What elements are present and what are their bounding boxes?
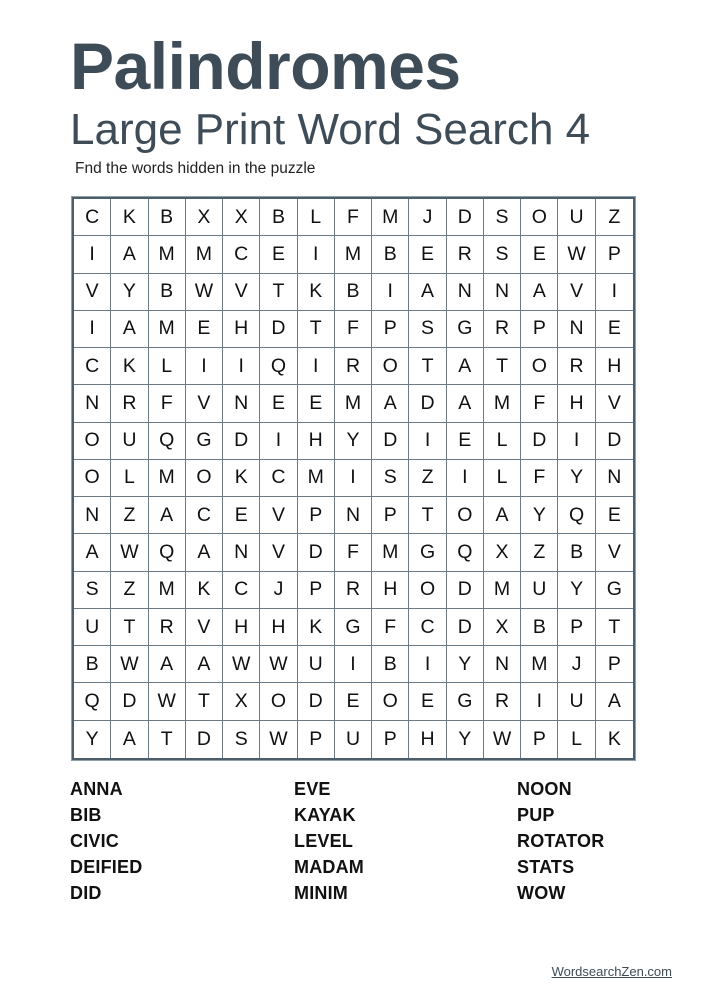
grid-cell[interactable]: M xyxy=(149,460,186,497)
grid-cell[interactable]: T xyxy=(149,721,186,758)
grid-cell[interactable]: W xyxy=(223,646,260,683)
grid-cell[interactable]: I xyxy=(223,348,260,385)
grid-cell[interactable]: P xyxy=(558,609,595,646)
grid-cell[interactable]: I xyxy=(260,423,297,460)
grid-cell[interactable]: A xyxy=(186,534,223,571)
word-list-item: STATS xyxy=(517,857,575,877)
grid-cell[interactable]: D xyxy=(298,534,335,571)
word-list-column-1 xyxy=(70,776,142,906)
grid-cell[interactable]: W xyxy=(484,721,521,758)
grid-cell[interactable]: N xyxy=(484,646,521,683)
grid-cell[interactable]: K xyxy=(111,199,148,236)
grid-cell[interactable]: M xyxy=(149,236,186,273)
grid-cell[interactable]: X xyxy=(223,199,260,236)
grid-cell[interactable]: K xyxy=(607,727,621,750)
grid-cell[interactable]: D xyxy=(521,423,558,460)
grid-cell[interactable]: A xyxy=(372,385,409,422)
grid-cell[interactable]: E xyxy=(223,497,260,534)
grid-cell[interactable]: S xyxy=(484,199,521,236)
grid-cell[interactable]: Q xyxy=(447,534,484,571)
grid-cell[interactable]: I xyxy=(558,423,595,460)
grid-cell[interactable]: B xyxy=(260,199,297,236)
grid-cell[interactable]: T xyxy=(596,609,633,646)
grid-cell[interactable]: B xyxy=(149,274,186,311)
grid-cell[interactable]: Y xyxy=(74,721,111,758)
grid-cell[interactable]: Z xyxy=(111,497,148,534)
site-link[interactable]: WordsearchZen.com xyxy=(551,964,672,979)
grid-cell[interactable]: G xyxy=(409,534,446,571)
grid-cell[interactable]: V xyxy=(186,609,223,646)
grid-cell[interactable]: H xyxy=(372,572,409,609)
grid-cell[interactable]: X xyxy=(223,683,260,720)
grid-cell[interactable]: Z xyxy=(596,199,633,236)
grid-cell[interactable]: V xyxy=(260,534,297,571)
grid-cell[interactable]: B xyxy=(521,609,558,646)
grid-cell[interactable]: I xyxy=(447,460,484,497)
grid-cell[interactable]: G xyxy=(447,311,484,348)
grid-cell[interactable]: D xyxy=(186,721,223,758)
grid-cell[interactable]: A xyxy=(447,385,484,422)
grid-cell[interactable]: N xyxy=(484,274,521,311)
grid-cell[interactable]: O xyxy=(409,572,446,609)
grid-cell[interactable]: U xyxy=(74,609,111,646)
grid-cell[interactable]: Y xyxy=(558,460,595,497)
grid-cell[interactable]: X xyxy=(484,534,521,571)
grid-cell[interactable]: C xyxy=(260,460,297,497)
grid-cell[interactable]: U xyxy=(335,721,372,758)
grid-cell[interactable]: Y xyxy=(447,646,484,683)
grid-cell[interactable]: R xyxy=(484,311,521,348)
grid-cell[interactable]: P xyxy=(521,311,558,348)
grid-cell[interactable]: J xyxy=(409,199,446,236)
grid-cell[interactable]: O xyxy=(74,460,111,497)
grid-cell[interactable]: P xyxy=(596,646,633,683)
grid-cell[interactable]: V xyxy=(596,385,633,422)
word-list-item: NOON xyxy=(517,779,572,799)
word-list-column-2 xyxy=(294,776,364,906)
grid-cell[interactable]: I xyxy=(521,683,558,720)
grid-cell[interactable]: H xyxy=(409,721,446,758)
grid-cell[interactable]: L xyxy=(298,199,335,236)
grid-cell[interactable]: T xyxy=(409,348,446,385)
word-list-item: CIVIC xyxy=(70,831,120,851)
grid-cell[interactable]: D xyxy=(372,423,409,460)
grid-cell[interactable]: D xyxy=(447,572,484,609)
grid-cell[interactable]: U xyxy=(558,683,595,720)
grid-cell[interactable]: H xyxy=(260,609,297,646)
grid-cell[interactable]: I xyxy=(298,348,335,385)
grid-cell[interactable]: I xyxy=(372,274,409,311)
grid-cell[interactable]: L xyxy=(111,460,148,497)
grid-cell[interactable]: A xyxy=(409,274,446,311)
grid-cell[interactable]: L xyxy=(484,460,521,497)
grid-cell[interactable]: G xyxy=(447,683,484,720)
word-list-item: LEVEL xyxy=(294,831,354,851)
grid-cell[interactable]: Q xyxy=(260,348,297,385)
grid-cell[interactable]: H xyxy=(558,385,595,422)
grid-cell[interactable]: F xyxy=(335,534,372,571)
grid-cell[interactable]: P xyxy=(521,721,558,758)
grid-cell[interactable]: B xyxy=(74,646,111,683)
grid-cell[interactable]: O xyxy=(521,348,558,385)
grid-cell[interactable]: S xyxy=(372,460,409,497)
grid-cell[interactable]: R xyxy=(484,683,521,720)
grid-cell[interactable]: M xyxy=(372,534,409,571)
grid-cell[interactable]: M xyxy=(335,236,372,273)
grid-cell[interactable]: T xyxy=(111,609,148,646)
grid-cell[interactable]: N xyxy=(223,534,260,571)
grid-cell[interactable]: Z xyxy=(409,460,446,497)
grid-cell[interactable]: C xyxy=(223,572,260,609)
grid-cell[interactable]: D xyxy=(298,683,335,720)
grid-cell[interactable]: G xyxy=(596,572,633,609)
instructions-text: Fnd the words hidden in the puzzle xyxy=(75,160,316,177)
grid-cell[interactable]: J xyxy=(260,572,297,609)
grid-cell[interactable]: Z xyxy=(111,572,148,609)
grid-cell[interactable]: B xyxy=(149,199,186,236)
grid-cell[interactable]: C xyxy=(223,236,260,273)
grid-cell[interactable]: F xyxy=(149,385,186,422)
word-list-item: WOW xyxy=(517,883,566,903)
grid-cell[interactable]: C xyxy=(409,609,446,646)
grid-cell[interactable]: N xyxy=(447,274,484,311)
grid-cell[interactable]: K xyxy=(298,274,335,311)
grid-cell[interactable]: A xyxy=(111,311,148,348)
grid-cell[interactable]: R xyxy=(558,348,595,385)
grid-cell[interactable]: J xyxy=(558,646,595,683)
grid-cell[interactable]: N xyxy=(558,311,595,348)
grid-cell[interactable]: C xyxy=(74,199,111,236)
grid-cell[interactable]: V xyxy=(596,534,633,571)
grid-cell[interactable]: E xyxy=(409,236,446,273)
grid-cell[interactable]: L xyxy=(558,721,595,758)
grid-cell[interactable]: M xyxy=(149,572,186,609)
grid-cell[interactable]: I xyxy=(74,311,111,348)
word-list-item: MADAM xyxy=(294,857,364,877)
grid-cell[interactable]: W xyxy=(260,721,297,758)
grid-cell[interactable]: R xyxy=(335,348,372,385)
grid-cell[interactable]: P xyxy=(372,497,409,534)
grid-cell[interactable]: K xyxy=(298,609,335,646)
grid-cell[interactable]: R xyxy=(335,572,372,609)
grid-cell[interactable]: R xyxy=(447,236,484,273)
grid-cell[interactable]: A xyxy=(447,348,484,385)
grid-cell[interactable]: S xyxy=(409,311,446,348)
grid-cell[interactable]: D xyxy=(447,199,484,236)
grid-cell[interactable]: P xyxy=(596,236,633,273)
grid-cell[interactable]: T xyxy=(484,348,521,385)
word-list-item: PUP xyxy=(517,805,555,825)
grid-cell[interactable]: Q xyxy=(558,497,595,534)
word-list-item: BIB xyxy=(70,805,102,825)
grid-cell[interactable]: N xyxy=(74,497,111,534)
grid-cell[interactable]: H xyxy=(223,311,260,348)
grid-cell[interactable]: I xyxy=(298,236,335,273)
grid-cell[interactable]: M xyxy=(484,385,521,422)
grid-cell[interactable]: A xyxy=(186,646,223,683)
grid-cell[interactable]: Q xyxy=(149,423,186,460)
grid-cell[interactable]: F xyxy=(335,311,372,348)
grid-cell[interactable]: W xyxy=(558,236,595,273)
grid-cell[interactable]: A xyxy=(149,497,186,534)
grid-cell[interactable]: E xyxy=(596,497,633,534)
grid-cell[interactable]: Y xyxy=(521,497,558,534)
grid-cell[interactable]: B xyxy=(335,274,372,311)
grid-cell[interactable]: E xyxy=(596,311,633,348)
grid-cell[interactable]: G xyxy=(186,423,223,460)
grid-cell[interactable]: P xyxy=(372,311,409,348)
grid-cell[interactable]: Y xyxy=(335,423,372,460)
grid-cell[interactable]: U xyxy=(521,572,558,609)
word-list-item: DID xyxy=(70,883,102,903)
grid-cell[interactable]: M xyxy=(521,646,558,683)
grid-cell[interactable]: I xyxy=(335,460,372,497)
word-list-item: EVE xyxy=(294,779,331,799)
grid-cell[interactable]: E xyxy=(447,423,484,460)
grid-cell[interactable]: V xyxy=(260,497,297,534)
grid-cell[interactable]: A xyxy=(596,683,633,720)
grid-cell[interactable]: H xyxy=(223,609,260,646)
page-title: Palindromes xyxy=(70,29,461,103)
grid-cell[interactable]: I xyxy=(596,274,633,311)
grid-cell[interactable]: U xyxy=(111,423,148,460)
grid-cell[interactable]: T xyxy=(298,311,335,348)
grid-cell[interactable]: T xyxy=(260,274,297,311)
word-list-item: KAYAK xyxy=(294,805,356,825)
grid-cell[interactable]: M xyxy=(149,311,186,348)
grid-cell[interactable]: D xyxy=(596,423,633,460)
grid-cell[interactable]: X xyxy=(186,199,223,236)
grid-cell[interactable]: Z xyxy=(521,534,558,571)
grid-cell[interactable]: F xyxy=(335,199,372,236)
grid-cell[interactable]: Y xyxy=(447,721,484,758)
grid-cell[interactable]: N xyxy=(74,385,111,422)
grid-cell[interactable]: T xyxy=(186,683,223,720)
grid-cell[interactable]: W xyxy=(111,646,148,683)
grid-cell[interactable]: O xyxy=(186,460,223,497)
grid-cell[interactable]: N xyxy=(223,385,260,422)
grid-cell[interactable]: E xyxy=(260,236,297,273)
grid-cell[interactable]: W xyxy=(186,274,223,311)
grid-cell[interactable]: S xyxy=(484,236,521,273)
grid-cell[interactable]: D xyxy=(260,311,297,348)
grid-cell[interactable]: A xyxy=(521,274,558,311)
grid-cell[interactable]: I xyxy=(186,348,223,385)
grid-cell[interactable]: E xyxy=(186,311,223,348)
grid-cell[interactable]: D xyxy=(111,683,148,720)
grid-cell[interactable]: P xyxy=(298,497,335,534)
grid-cell[interactable]: D xyxy=(409,385,446,422)
grid-cell[interactable]: S xyxy=(223,721,260,758)
grid-cell[interactable]: B xyxy=(372,646,409,683)
grid-cell[interactable]: Q xyxy=(149,534,186,571)
grid-cell[interactable]: O xyxy=(447,497,484,534)
grid-cell[interactable]: Y xyxy=(111,274,148,311)
grid-cell[interactable]: Q xyxy=(74,683,111,720)
puzzle-grid xyxy=(74,199,633,758)
grid-cell[interactable]: Y xyxy=(558,572,595,609)
grid-cell[interactable]: R xyxy=(149,609,186,646)
grid-cell[interactable]: N xyxy=(335,497,372,534)
grid-cell[interactable]: H xyxy=(596,348,633,385)
grid-cell[interactable]: B xyxy=(372,236,409,273)
grid-cell[interactable]: K xyxy=(186,572,223,609)
grid-cell[interactable]: I xyxy=(409,646,446,683)
grid-cell[interactable]: L xyxy=(149,348,186,385)
grid-cell[interactable]: P xyxy=(298,572,335,609)
grid-cell[interactable]: W xyxy=(111,534,148,571)
word-list xyxy=(70,776,670,906)
grid-cell[interactable]: W xyxy=(260,646,297,683)
word-list-item: DEIFIED xyxy=(70,857,143,877)
grid-cell[interactable]: I xyxy=(74,236,111,273)
grid-cell[interactable]: K xyxy=(111,348,148,385)
grid-cell[interactable]: M xyxy=(372,199,409,236)
grid-cell[interactable]: D xyxy=(223,423,260,460)
grid-cell[interactable]: V xyxy=(186,385,223,422)
grid-cell[interactable]: I xyxy=(409,423,446,460)
grid-cell[interactable]: E xyxy=(335,683,372,720)
grid-cell[interactable]: D xyxy=(447,609,484,646)
grid-cell[interactable]: R xyxy=(111,385,148,422)
grid-cell[interactable]: S xyxy=(74,572,111,609)
grid-cell[interactable]: O xyxy=(74,423,111,460)
grid-cell[interactable]: P xyxy=(372,721,409,758)
grid-cell[interactable]: F xyxy=(521,460,558,497)
grid-cell[interactable]: O xyxy=(260,683,297,720)
grid-cell[interactable]: U xyxy=(298,646,335,683)
grid-cell[interactable]: M xyxy=(335,385,372,422)
grid-cell[interactable]: E xyxy=(298,385,335,422)
grid-cell[interactable]: V xyxy=(223,274,260,311)
grid-cell[interactable]: L xyxy=(484,423,521,460)
grid-cell[interactable]: F xyxy=(521,385,558,422)
grid-cell[interactable]: V xyxy=(74,274,111,311)
grid-cell[interactable]: I xyxy=(335,646,372,683)
word-list-item: ANNA xyxy=(70,779,123,799)
grid-cell[interactable]: A xyxy=(111,721,148,758)
grid-cell[interactable]: N xyxy=(596,460,633,497)
grid-cell[interactable]: C xyxy=(74,348,111,385)
grid-cell[interactable]: X xyxy=(484,609,521,646)
page-subtitle: Large Print Word Search 4 xyxy=(70,105,591,154)
grid-cell[interactable]: A xyxy=(149,646,186,683)
grid-cell[interactable]: E xyxy=(521,236,558,273)
grid-cell[interactable]: O xyxy=(372,683,409,720)
grid-cell[interactable]: W xyxy=(149,683,186,720)
grid-cell[interactable]: H xyxy=(298,423,335,460)
grid-cell[interactable]: G xyxy=(335,609,372,646)
grid-cell[interactable]: M xyxy=(484,572,521,609)
grid-cell[interactable]: A xyxy=(484,497,521,534)
word-list-item: ROTATOR xyxy=(517,831,605,851)
puzzle-grid-frame xyxy=(72,197,635,760)
grid-cell[interactable]: C xyxy=(186,497,223,534)
grid-cell[interactable]: U xyxy=(558,199,595,236)
grid-cell[interactable]: F xyxy=(372,609,409,646)
grid-cell[interactable]: M xyxy=(298,460,335,497)
grid-cell[interactable]: M xyxy=(186,236,223,273)
grid-cell[interactable]: V xyxy=(558,274,595,311)
grid-cell[interactable]: P xyxy=(298,721,335,758)
grid-cell[interactable]: B xyxy=(558,534,595,571)
grid-cell[interactable]: K xyxy=(223,460,260,497)
word-list-item: MINIM xyxy=(294,883,348,903)
grid-cell[interactable]: E xyxy=(409,683,446,720)
grid-cell[interactable]: E xyxy=(260,385,297,422)
grid-cell[interactable]: O xyxy=(521,199,558,236)
grid-cell[interactable]: A xyxy=(111,236,148,273)
grid-cell[interactable]: A xyxy=(74,534,111,571)
word-list-column-3 xyxy=(517,776,604,906)
grid-cell[interactable]: O xyxy=(372,348,409,385)
grid-cell[interactable]: T xyxy=(409,497,446,534)
